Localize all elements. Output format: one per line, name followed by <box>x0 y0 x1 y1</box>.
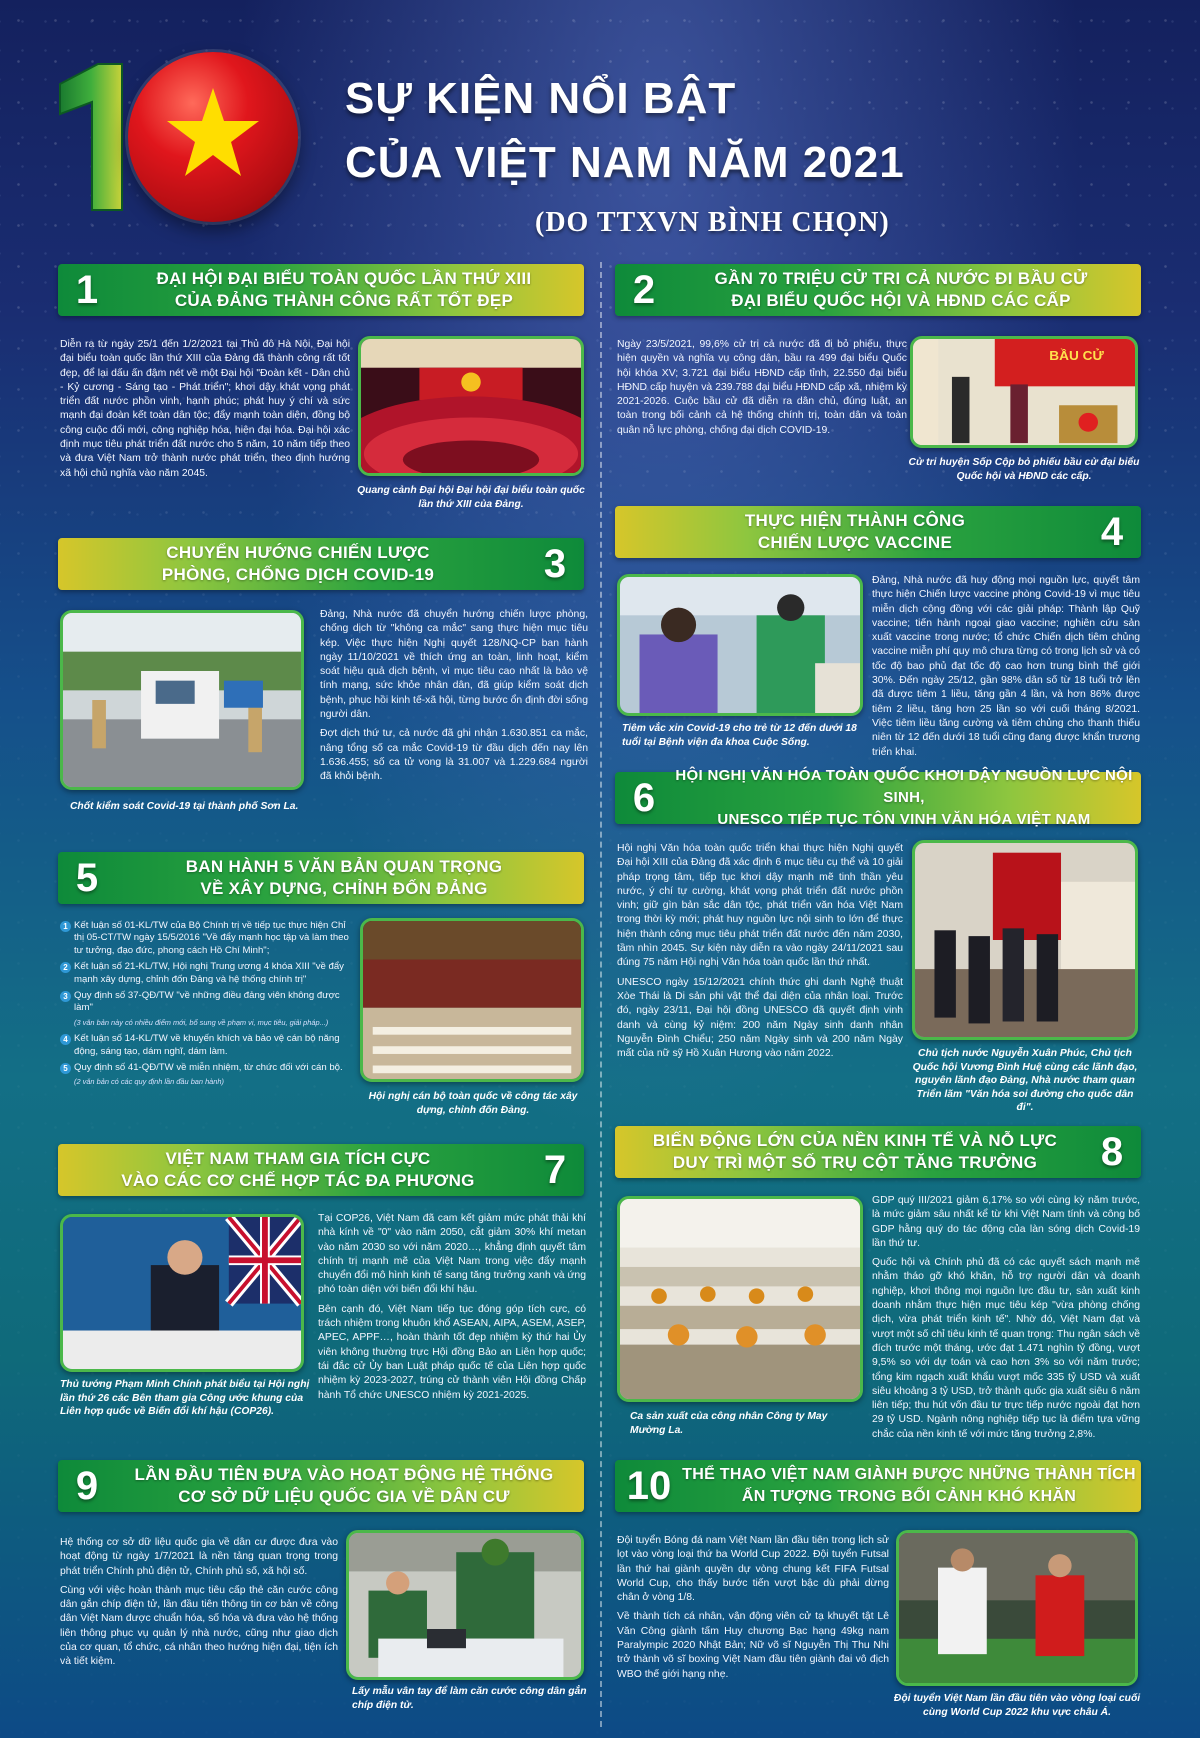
event-title: THỂ THAO VIỆT NAM GIÀNH ĐƯỢC NHỮNG THÀNH TÍCH ẤN TƯỢNG TRONG BỐI CẢNH KHÓ KHĂN <box>682 1466 1136 1505</box>
event-5-list <box>60 920 352 1093</box>
event-7-header <box>58 1144 584 1196</box>
event-6-header <box>615 767 1141 828</box>
big-number-one <box>52 62 128 212</box>
event-5-header <box>58 852 584 904</box>
event-5-photo <box>360 918 584 1082</box>
event-9-caption: Lấy mẫu vân tay để làm căn cước công dân gắn chíp điện tử. <box>352 1686 587 1711</box>
list-item: 4 Kết luận số 14-KL/TW về khuyến khích và bảo vệ cán bộ năng động, sáng tạo, dám nghĩ, dám làm. <box>60 1033 352 1058</box>
list-item: 3 Quy định số 37-QĐ/TW "về những điều đảng viên không được làm" <box>60 990 352 1015</box>
event-title: THỰC HIỆN THÀNH CÔNG CHIẾN LƯỢC VACCINE <box>744 511 966 552</box>
number-one-graphic <box>52 62 128 212</box>
event-number: 10 <box>626 1463 672 1508</box>
event-8-caption: Ca sản xuất của công nhân Công ty May Mường La. <box>630 1411 828 1436</box>
event-10-caption: Đội tuyển Việt Nam lần đầu tiên vào vòng loại cuối cùng World Cup 2022 khu vực châu Á. <box>893 1693 1141 1718</box>
event-3-photo <box>60 610 304 790</box>
event-number: 8 <box>1100 1129 1124 1174</box>
page-title-line1: SỰ KIỆN NỔI BẬT <box>345 74 737 123</box>
event-6-caption: Chủ tịch nước Nguyễn Xuân Phúc, Chủ tịch Quốc hội Vương Đình Huệ cùng các lãnh đạo, nguyên lãnh đạo Đảng, Nhà nước tham quan Triển lãm "Văn hóa soi đường cho quốc dân đi". <box>912 1048 1138 1113</box>
page-title-line2: CỦA VIỆT NAM NĂM 2021 <box>345 138 905 187</box>
list-item: 1 Kết luận số 01-KL/TW của Bộ Chính trị về tiếp tục thực hiện Chỉ thị 05-CT/TW ngày 15/5/2016 "Về đẩy mạnh học tập và làm theo tư tưởng, đạo đức, phong cách Hồ Chí Minh"; <box>60 920 352 957</box>
page-subtitle: (DO TTXVN BÌNH CHỌN) <box>535 207 890 238</box>
list-note: (3 văn bản này có nhiều điểm mới, bổ sung về phạm vi, mục tiêu, giải pháp...) <box>74 1017 329 1027</box>
event-7-photo <box>60 1214 304 1372</box>
event-4-caption: Tiêm vắc xin Covid-19 cho trẻ từ 12 đến dưới 18 tuổi tại Bệnh viện đa khoa Cuộc Sống. <box>622 723 857 748</box>
event-number: 3 <box>543 541 567 586</box>
event-4-text: Đảng, Nhà nước đã huy động mọi nguồn lực, quyết tâm thực hiện Chiến lược vaccine phòng Covid-19 vì mục tiêu miễn dịch cộng đồng với các giải pháp: Thành lập Quỹ vaccine; tiến hành ngoại giao vaccine; nghiên cứu sản xuất vaccine trong nước; tổ chức Chiến dịch tiêm chủng vaccine miễn phí quy mô chưa từng có trong lịch sử và có tốc độ bao phủ đạt tốc độ cao hơn trung bình thế giới 30%. Đến ngày 25/12, gần 98% dân số từ 18 tuổi trở lên đã được tiêm 1 liều, tăng gần 4 lần, và hơn 86% được tiêm 2 liều, tăng hơn 25 lần so với cuối tháng 8/2021. Việc tiêm liều tăng cường và tiêm chủng cho thanh thiếu niên từ 12 đến dưới 18 tuổi cũng đang được khẩn trương triển khai. <box>872 575 1140 758</box>
list-note: (2 văn bản có các quy định lần đầu ban hành) <box>74 1077 224 1087</box>
event-6-text: Hội nghị Văn hóa toàn quốc triển khai thực hiện Nghị quyết Đại hội XIII của Đảng đã xác định 6 mục tiêu cụ thể và 10 giải pháp trọng tâm, tiếp tục khơi dậy mạnh mẽ tinh thần yêu nước, ý chí tự cường, khát vọng phát triển đất nước phồn vinh; giữ gìn bản sắc dân tộc, phát triển văn hóa Việt Nam trong thời kỳ mới; phát huy nguồn lực nội sinh to lớn để thực hiện thành công mục tiêu phát triển đất nước đến năm 2030, tầm nhìn 2045. Sự kiện này diễn ra vào ngày 24/11/2021 sau đúng 75 năm Hội nghị Văn hóa toàn quốc lần thứ nhất. UNESCO ngày 15/12/2021 chính thức ghi danh Nghệ thuật Xòe Thái là Di sản phi vật thể đại diện của nhân loại. Trước đó, ngày 23/11, Đại hội đồng UNESCO đã quyết định vinh danh và cùng kỷ niệm: 200 năm Ngày sinh danh nhân Nguyễn Đình Chiểu; 250 năm Ngày sinh và 200 năm Ngày mất của nữ sỹ Hồ Xuân Hương vào năm 2022. <box>617 843 903 1060</box>
event-2-caption: Cử tri huyện Sốp Cộp bỏ phiếu bầu cử đại biểu Quốc hội và HĐND các cấp. <box>908 457 1140 482</box>
event-4-photo <box>617 574 863 716</box>
event-2-header <box>615 264 1141 316</box>
event-title: HỘI NGHỊ VĂN HÓA TOÀN QUỐC KHƠI DẬY NGUỒN LỰC NỘI SINH, UNESCO TIẾP TỤC TÔN VINH VĂN HÓA VIỆT NAM <box>675 767 1133 828</box>
event-number: 6 <box>632 775 656 820</box>
event-1-photo <box>358 336 584 476</box>
event-title: CHUYỂN HƯỚNG CHIẾN LƯỢC PHÒNG, CHỐNG DỊCH COVID-19 <box>161 543 435 584</box>
event-8-header <box>615 1126 1141 1178</box>
event-title: BAN HÀNH 5 VĂN BẢN QUAN TRỌNG VỀ XÂY DỰNG, CHỈNH ĐỐN ĐẢNG <box>185 857 503 898</box>
event-2-photo <box>910 336 1138 448</box>
event-9-text: Hệ thống cơ sở dữ liệu quốc gia về dân cư được đưa vào hoạt động từ ngày 1/7/2021 là nền tảng quan trọng trong phát triển Chính phủ điện tử, Chính phủ số, xã hội số. Cùng với việc hoàn thành mục tiêu cấp thẻ căn cước công dân gắn chíp điện tử, lần đầu tiên thông tin cơ bản về công dân Việt Nam được chuẩn hóa, số hóa và đưa vào hệ thống liên thông phục vụ quản lý nhà nước, cũng như giao dịch của cơ quan, tổ chức, cá nhân theo hướng hiện đại, tiện ích và tiết kiệm. <box>60 1537 338 1668</box>
event-number: 1 <box>75 267 99 312</box>
bullet-icon: 1 <box>60 921 71 932</box>
column-divider <box>600 262 602 1727</box>
list-item: 2 Kết luận số 21-KL/TW, Hội nghị Trung ương 4 khóa XIII "về đẩy mạnh xây dựng, chỉnh đốn Đảng và hệ thống chính trị" <box>60 961 352 986</box>
bullet-icon: 5 <box>60 1063 71 1074</box>
bullet-icon: 2 <box>60 962 71 973</box>
event-3-text: Đảng, Nhà nước đã chuyển hướng chiến lược phòng, chống dịch từ "không ca mắc" sang thực hiện mục tiêu kép. Việc thực hiện Nghị quyết 128/NQ-CP ban hành ngày 11/10/2021 về thích ứng an toàn, linh hoạt, kiểm soát hiệu quả dịch bệnh, vì mục tiêu cao nhất là bảo vệ tính mạng, sức khỏe nhân dân, đã giúp kiểm soát dịch bệnh, phục hồi kinh tế-xã hội, từng bước ổn định đời sống người dân. Đợt dịch thứ tư, cả nước đã ghi nhận 1.630.851 ca mắc, nâng tổng số ca mắc Covid-19 từ đầu dịch đến nay lên 1.636.455; số ca tử vong là 31.007 và 1.229.684 người đã khỏi bệnh. <box>320 609 588 783</box>
event-10-photo <box>896 1530 1138 1686</box>
event-number: 9 <box>75 1463 99 1508</box>
svg-text:BẦU CỬ: BẦU CỬ <box>1049 347 1104 363</box>
star-icon <box>163 84 263 184</box>
bullet-icon: 4 <box>60 1034 71 1045</box>
event-6-photo <box>912 840 1138 1040</box>
list-item: 5 Quy định số 41-QĐ/TW về miễn nhiệm, từ chức đối với cán bộ. <box>60 1062 352 1074</box>
event-9-header <box>58 1460 584 1512</box>
event-number: 5 <box>75 855 99 900</box>
event-title: VIỆT NAM THAM GIA TÍCH CỰC VÀO CÁC CƠ CHẾ HỢP TÁC ĐA PHƯƠNG <box>121 1149 475 1190</box>
event-number: 7 <box>543 1147 567 1192</box>
event-5-caption: Hội nghị cán bộ toàn quốc về công tác xây dựng, chỉnh đốn Đảng. <box>368 1091 578 1116</box>
event-7-text: Tại COP26, Việt Nam đã cam kết giảm mức phát thải khí nhà kính về "0" vào năm 2050, cắt giảm 30% khí metan vào năm 2030 so với năm 2020…, khẳng định quyết tâm chính trị mạnh mẽ của Việt Nam trong việc đẩy mạnh chuyển đổi mô hình kinh tế sang tăng trưởng xanh và ứng phó toàn diện với biến đổi khí hậu. Bên cạnh đó, Việt Nam tiếp tục đóng góp tích cực, có trách nhiệm trong khuôn khổ ASEAN, AIPA, ASEM, ASEP, APEC, APPF…, hoàn thành tốt đẹp nhiệm kỳ thứ hai Ủy viên không thường trực Hội đồng Bảo an Liên hợp quốc; tái đắc cử Ủy ban Luật pháp quốc tế của Liên hợp quốc nhiệm kỳ 2023-2027, trúng cử thành viên Hội đồng Chấp hành Tổ chức UNESCO nhiệm kỳ 2021-2025. <box>318 1213 586 1401</box>
event-1-header <box>58 264 584 316</box>
event-3-header <box>58 538 584 590</box>
vietnam-flag-ball <box>128 52 298 222</box>
event-1-caption: Quang cảnh Đại hội Đại hội đại biểu toàn quốc lần thứ XIII của Đảng. <box>357 485 585 510</box>
event-8-text: GDP quý III/2021 giảm 6,17% so với cùng kỳ năm trước, là mức giảm sâu nhất kể từ khi Việt Nam tính và công bố GDP hằng quý do tác động của làn sóng dịch Covid-19 lần thứ tư. Quốc hội và Chính phủ đã có các quyết sách mạnh mẽ nhằm tháo gỡ khó khăn, hỗ trợ người dân và doanh nghiệp, khơi thông mọi nguồn lực đầu tư, sản xuất kinh doanh nhằm thực hiện mục tiêu kép "vừa phòng chống dịch, vừa phát triển kinh tế". Nhờ đó, Việt Nam đạt và vượt một số chỉ tiêu kinh tế quan trọng: Thu ngân sách về đích trước một tháng, ước đạt 1.471 nghìn tỷ đồng, vượt 9,5% so với dự toán và cao hơn 3% so với năm trước; tổng kim ngạch xuất khẩu vượt mốc 335 tỷ USD và xuất siêu khoảng 3 tỷ USD, trở thành quốc gia xuất siêu 6 năm liên tiếp; thu hút vốn đầu tư trực tiếp nước ngoài đạt hơn 29 tỷ USD. Ngành nông nghiệp tiếp tục là điểm tựa vững chắc của nền kinh tế với mức tăng trưởng 2,8%. <box>872 1195 1140 1440</box>
bullet-icon: 3 <box>60 991 71 1002</box>
event-title: LẦN ĐẦU TIÊN ĐƯA VÀO HOẠT ĐỘNG HỆ THỐNG CƠ SỞ DỮ LIỆU QUỐC GIA VỀ DÂN CƯ <box>134 1465 554 1506</box>
event-2-text: Ngày 23/5/2021, 99,6% cử tri cả nước đã đi bỏ phiếu, thực hiện quyền và nghĩa vụ công dân, bầu ra 499 đại biểu Quốc hội khóa XV; 3.721 đại biểu HĐND cấp tỉnh, 22.550 đại biểu HĐND cấp huyện và 239.788 đại biểu HĐND cấp xã, nhiệm kỳ 2021-2026. Cuộc bầu cử đã diễn ra dân chủ, đúng luật, an toàn trong bối cảnh cả hệ thống chính trị, toàn dân và toàn quân nỗ lực phòng, chống đại dịch COVID-19. <box>617 339 907 436</box>
event-10-text: Đội tuyển Bóng đá nam Việt Nam lần đầu tiên trong lịch sử lọt vào vòng loại thứ ba World Cup 2022. Đội tuyển Futsal lần thứ hai giành quyền dự vòng chung kết FIFA Futsal World Cup, cho thấy bước tiến vượt bậc dù phải dừng chân ở vòng 1/8. Về thành tích cá nhân, vận động viên cử tạ khuyết tật Lê Văn Công giành tấm Huy chương Bạc hạng 49kg nam Paralympic 2020 Nhật Bản; Nữ võ sĩ Nguyễn Thị Thu Nhi trở thành võ sĩ boxing Việt Nam đầu tiên giành đai vô địch WBO thế giới hạng nhẹ. <box>617 1535 889 1680</box>
event-title: BIẾN ĐỘNG LỚN CỦA NỀN KINH TẾ VÀ NỖ LỰC DUY TRÌ MỘT SỐ TRỤ CỘT TĂNG TRƯỞNG <box>652 1131 1058 1172</box>
event-number: 4 <box>1100 509 1124 554</box>
event-3-caption: Chốt kiểm soát Covid-19 tại thành phố Sơn La. <box>70 801 299 812</box>
event-10-header <box>615 1460 1141 1512</box>
event-8-photo <box>617 1196 863 1402</box>
event-1-text: Diễn ra từ ngày 25/1 đến 1/2/2021 tại Thủ đô Hà Nội, Đại hội đại biểu toàn quốc lần thứ XIII của Đảng đã thành công rất tốt đẹp, để lại dấu ấn đậm nét về một Đại hội "Đoàn kết - Dân chủ - Kỷ cương - Sáng tạo - Phát triển"; khơi dậy khát vọng phát triển đất nước phồn vinh, hạnh phúc; phát huy ý chí và sức mạnh đại đoàn kết toàn dân tộc; đẩy mạnh toàn diện, đồng bộ công cuộc đổi mới, công nghiệp hóa, hiện đại hóa. Đại hội xác định mục tiêu phát triển đất nước cho 5 năm, 10 năm tiếp theo và đưa Việt Nam trở thành nước phát triển, theo định hướng xã hội chủ nghĩa vào năm 2045. <box>60 339 350 479</box>
event-4-header <box>615 506 1141 558</box>
event-9-photo <box>346 1530 584 1680</box>
event-title: GẦN 70 TRIỆU CỬ TRI CẢ NƯỚC ĐI BẦU CỬ ĐẠI BIỂU QUỐC HỘI VÀ HĐND CÁC CẤP <box>714 269 1088 310</box>
event-7-caption: Thủ tướng Phạm Minh Chính phát biểu tại Hội nghị lần thứ 26 các Bên tham gia Công ước khung của Liên hợp quốc về Biến đổi khí hậu (COP26). <box>60 1379 310 1417</box>
event-title: ĐẠI HỘI ĐẠI BIỂU TOÀN QUỐC LẦN THỨ XIII CỦA ĐẢNG THÀNH CÔNG RẤT TỐT ĐẸP <box>156 269 532 310</box>
event-number: 2 <box>632 267 656 312</box>
